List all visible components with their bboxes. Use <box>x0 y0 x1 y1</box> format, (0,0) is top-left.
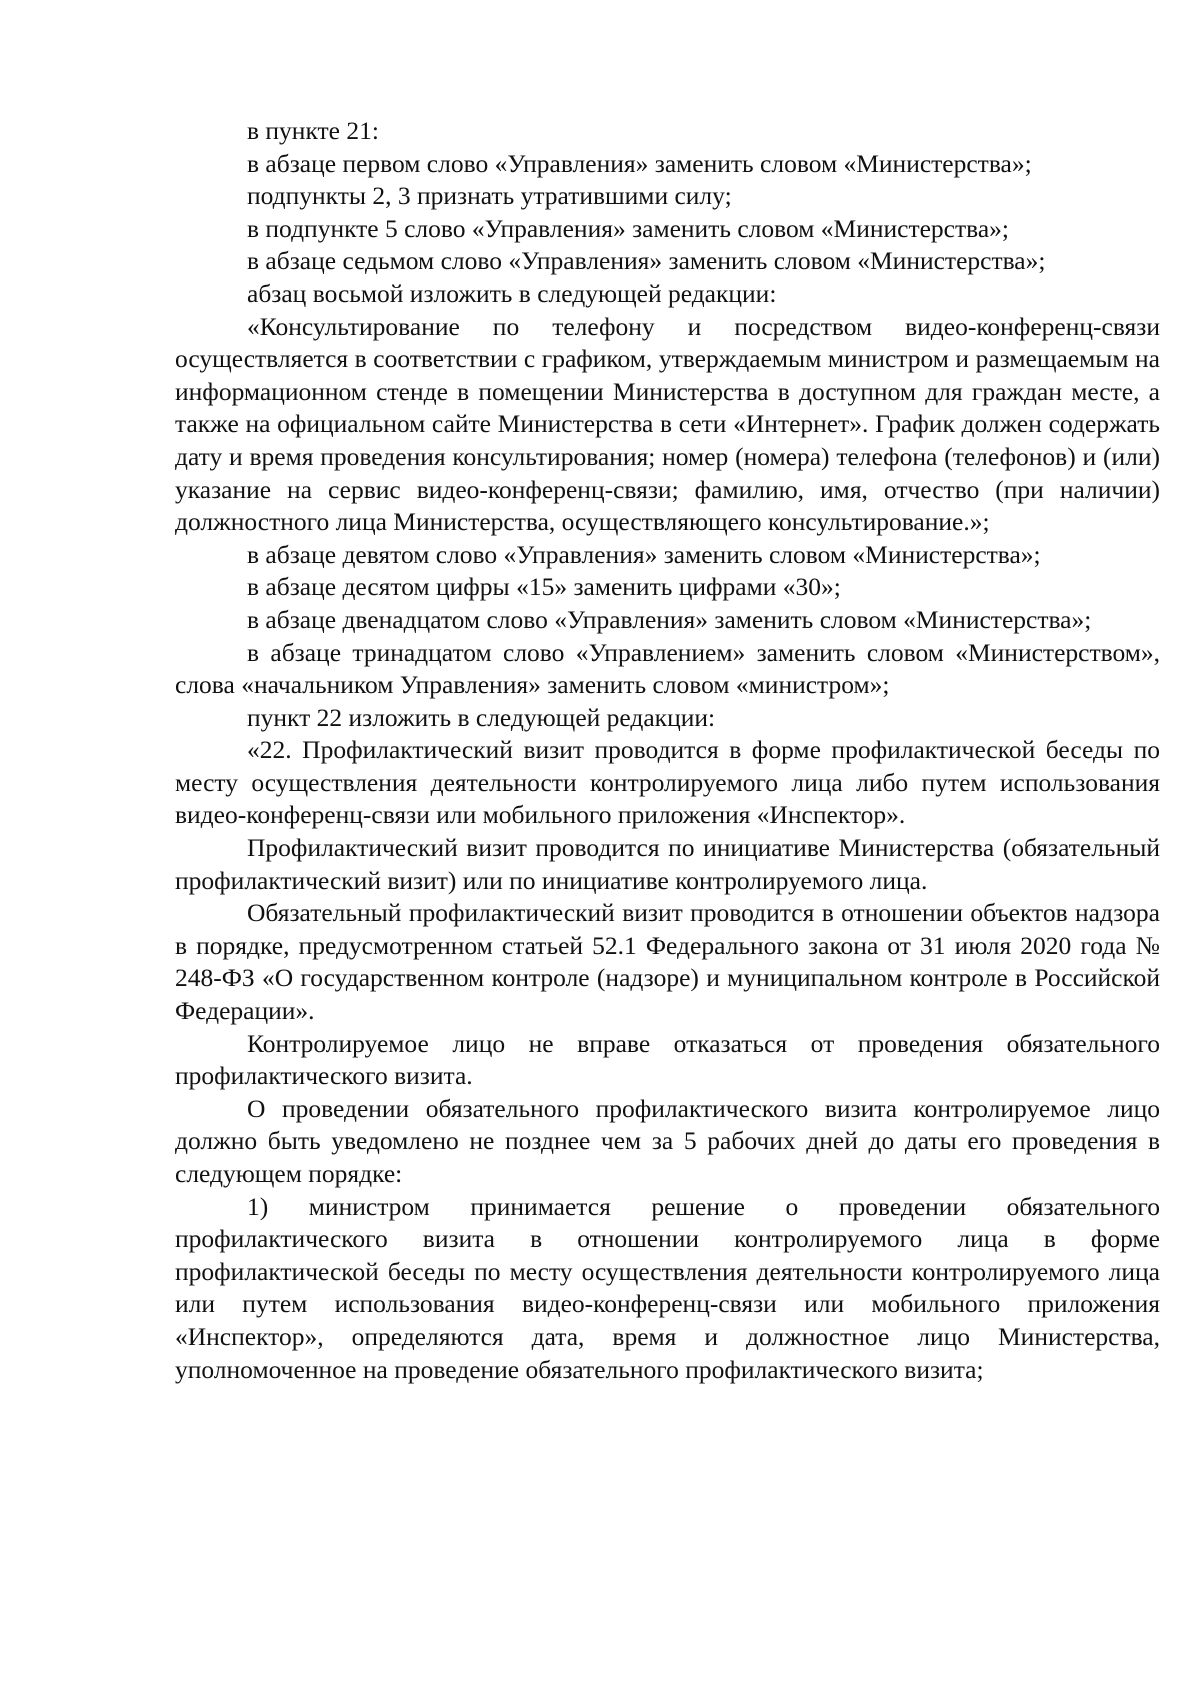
paragraph: О проведении обязательного профилактического визита контролируемое лицо должно быть уведомлено не позднее чем за 5 рабочих дней до даты его проведения в следующем порядке: <box>175 1093 1160 1188</box>
paragraph: в подпункте 5 слово «Управления» заменить словом «Министерства»; <box>247 213 1009 243</box>
paragraph: абзац восьмой изложить в следующей редакции: <box>247 278 777 308</box>
paragraph: Обязательный профилактический визит проводится в отношении объектов надзора в порядке, предусмотренном статьей 52.1 Федерального закона от 31 июля 2020 года № 248-ФЗ «О государственном контроле (надзоре) и муниципальном контроле в Российской Федерации». <box>175 898 1160 1026</box>
paragraph: в абзаце двенадцатом слово «Управления» заменить словом «Министерства»; <box>247 604 1092 634</box>
document-body <box>175 115 1160 1386</box>
paragraph: Профилактический визит проводится по инициативе Министерства (обязательный профилактический визит) или по инициативе контролируемого лица. <box>175 833 1160 895</box>
paragraph: подпункты 2, 3 признать утратившими силу; <box>247 181 732 211</box>
paragraph: в пункте 21: <box>247 116 379 145</box>
paragraph: «Консультирование по телефону и посредством видео-конференц-связи осуществляется в соответствии с графиком, утверждаемым министром и размещаемым на информационном стенде в помещении Министерства в доступном для граждан месте, а также на официальном сайте Министерства в сети «Интернет». График должен содержать дату и время проведения консультирования; номер (номера) телефона (телефонов) и (или) указание на сервис видео-конференц-связи; фамилию, имя, отчество (при наличии) должностного лица Министерства, осуществляющего консультирование.»; <box>175 311 1160 537</box>
paragraph: в абзаце первом слово «Управления» заменить словом «Министерства»; <box>247 148 1032 178</box>
paragraph: Контролируемое лицо не вправе отказаться от проведения обязательного профилактического визита. <box>175 1028 1160 1091</box>
paragraph: 1) министром принимается решение о проведении обязательного профилактического визита в отношении контролируемого лица в форме профилактической беседы по месту осуществления деятельности контролируемого лица или путем использования видео-конференц-связи или мобильного приложения «Инспектор», определяются дата, время и должностное лицо Министерства, уполномоченное на проведение обязательного профилактического визита; <box>175 1191 1160 1384</box>
paragraph: «22. Профилактический визит проводится в форме профилактической беседы по месту осуществления деятельности контролируемого лица либо путем использования видео-конференц-связи или мобильного приложения «Инспектор». <box>175 735 1160 830</box>
paragraph: в абзаце тринадцатом слово «Управлением» заменить словом «Министерством», слова «начальником Управления» заменить словом «министром»; <box>175 637 1160 700</box>
paragraph: в абзаце десятом цифры «15» заменить цифрами «30»; <box>247 572 841 602</box>
paragraph: в абзаце девятом слово «Управления» заменить словом «Министерства»; <box>247 539 1041 569</box>
paragraph: в абзаце седьмом слово «Управления» заменить словом «Министерства»; <box>247 246 1046 276</box>
paragraph: пункт 22 изложить в следующей редакции: <box>247 702 716 732</box>
